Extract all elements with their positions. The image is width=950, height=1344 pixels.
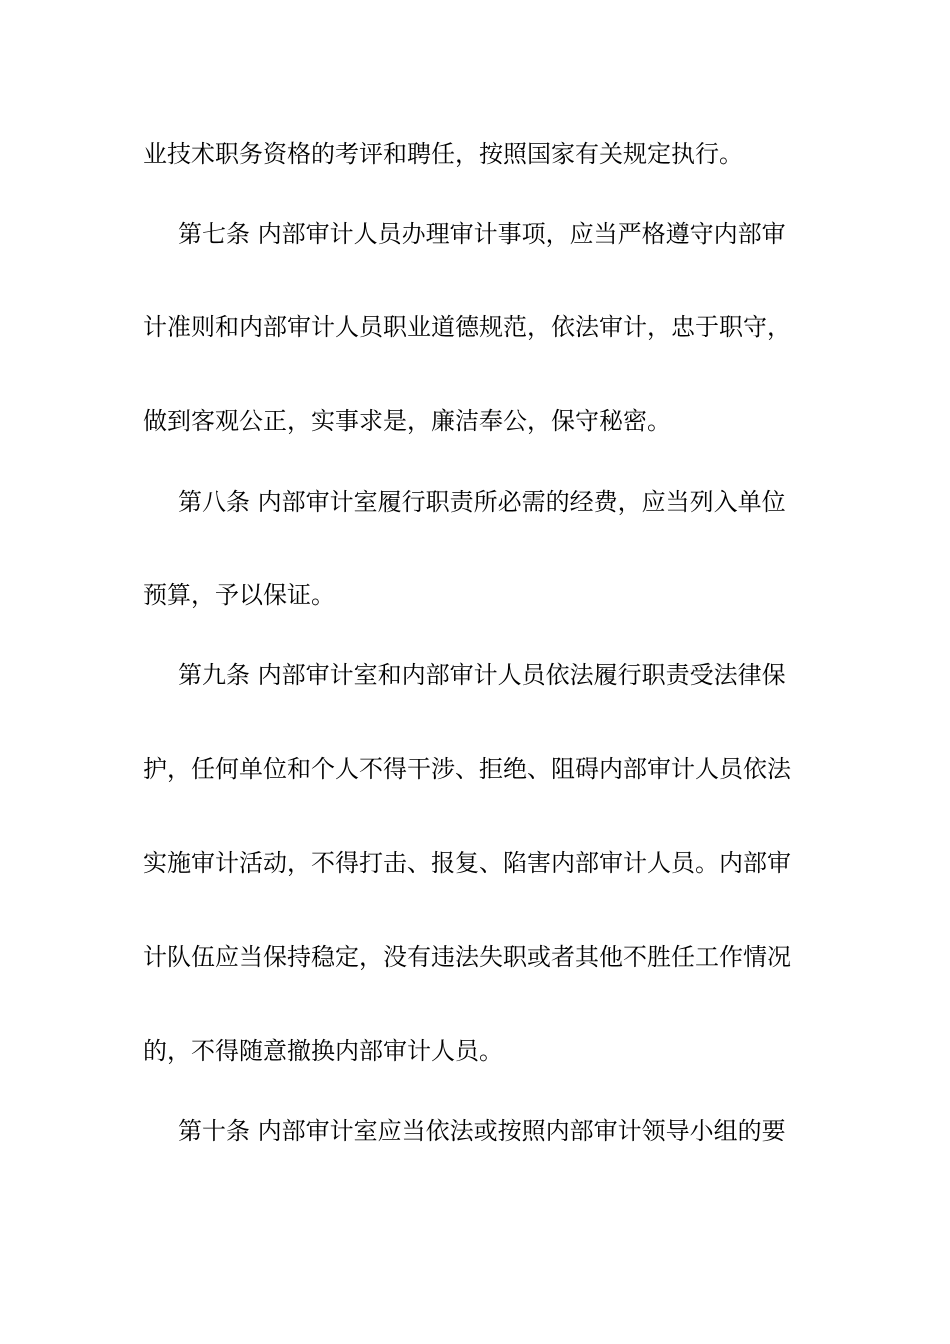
text-line-6: 预算，予以保证。 — [143, 581, 335, 609]
text-line-4: 做到客观公正，实事求是，廉洁奉公，保守秘密。 — [143, 407, 671, 435]
text-line-12: 第十条 内部审计室应当依法或按照内部审计领导小组的要 — [178, 1117, 786, 1145]
text-line-9: 实施审计活动，不得打击、报复、陷害内部审计人员。内部审 — [143, 849, 791, 877]
text-line-2: 第七条 内部审计人员办理审计事项，应当严格遵守内部审 — [178, 220, 786, 248]
text-line-3: 计准则和内部审计人员职业道德规范，依法审计，忠于职守， — [143, 313, 791, 341]
text-line-8: 护，任何单位和个人不得干涉、拒绝、阻碍内部审计人员依法 — [143, 755, 791, 783]
text-line-11: 的，不得随意撤换内部审计人员。 — [143, 1037, 503, 1065]
text-line-5: 第八条 内部审计室履行职责所必需的经费，应当列入单位 — [178, 488, 786, 516]
text-line-10: 计队伍应当保持稳定，没有违法失职或者其他不胜任工作情况 — [143, 943, 791, 971]
text-line-1: 业技术职务资格的考评和聘任，按照国家有关规定执行。 — [143, 140, 743, 168]
text-line-7: 第九条 内部审计室和内部审计人员依法履行职责受法律保 — [178, 661, 786, 689]
